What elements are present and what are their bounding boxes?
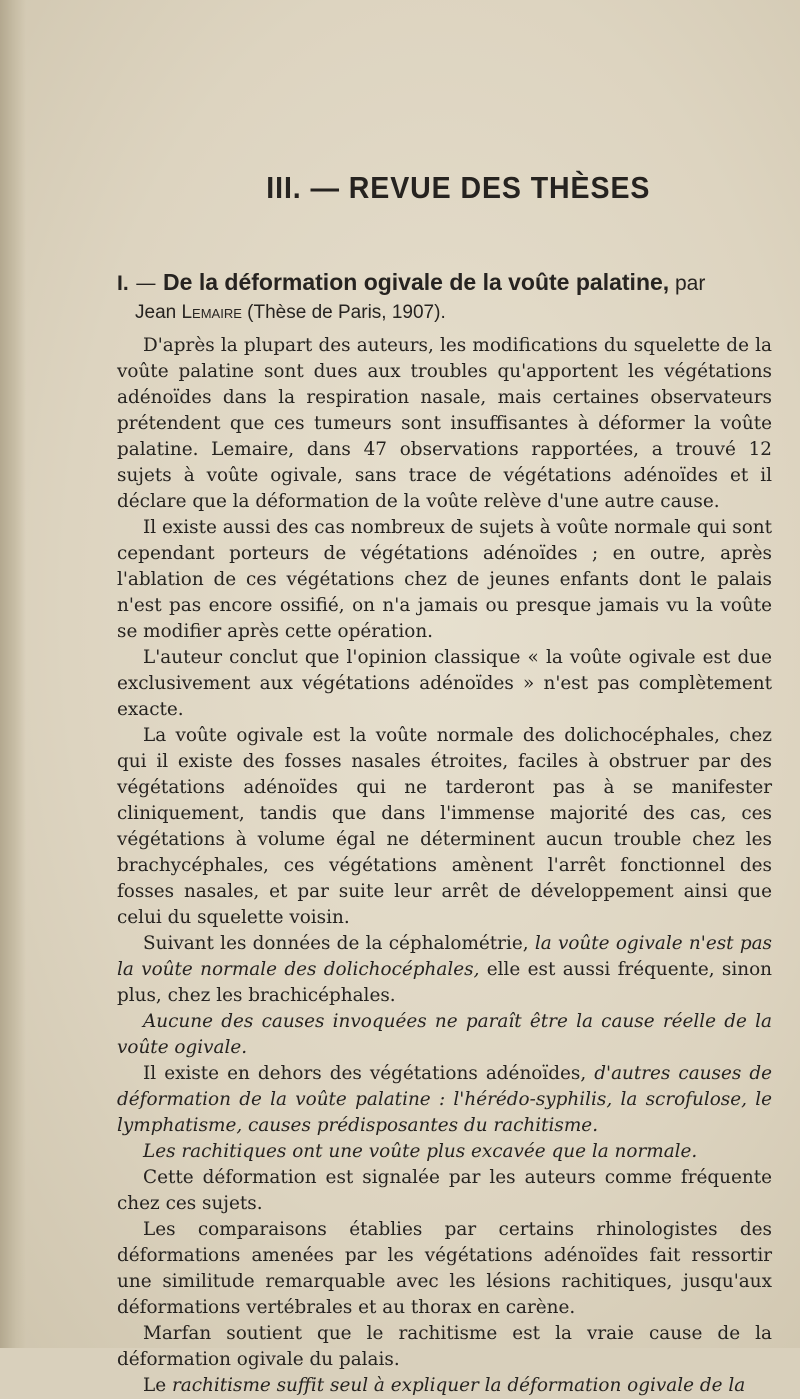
author-last-name: Lemaire bbox=[181, 302, 242, 323]
paragraph-12-start: Le bbox=[143, 1375, 172, 1396]
paragraph-5-end: elle est aussi fréquente, sinon plus, chez les brachicéphales. bbox=[117, 959, 772, 1006]
paragraph-4: La voûte ogivale est la voûte normale des dolichocéphales, chez qui il existe des fosses nasales étroites, faciles à obstruer par des végétations adénoïdes qui ne tarderont pas à se manifester cliniquement, tandis que dans l'immense majorité des cas, ces végétations à volume égal ne déterminent aucun trouble chez les brachycéphales, ces végétations amènent l'arrêt fonctionnel des fosses nasales, et par suite leur arrêt de développement ainsi que celui du squelette voisin. bbox=[117, 725, 772, 928]
paragraph-7 bbox=[117, 1061, 772, 1139]
paragraph-7-italic: d'autres causes de déformation de la voûte palatine : l'hérédo-syphilis, la scrofulose, le lymphatisme, causes prédisposantes du rachitisme. bbox=[117, 1063, 772, 1136]
paragraph-7-start: Il existe en dehors des végétations adénoïdes, bbox=[143, 1063, 595, 1084]
section-title: III. — REVUE DES THÈSES bbox=[266, 170, 651, 205]
entry-dash: — bbox=[135, 271, 164, 295]
paragraph-12-italic: rachitisme suffit seul à expliquer la déformation ogivale de la bbox=[171, 1375, 746, 1396]
paragraph-8-italic: Les rachitiques ont une voûte plus excavée que la normale. bbox=[143, 1141, 698, 1162]
paragraph-5-italic: la voûte ogivale n'est pas la voûte normale des dolichocéphales, bbox=[117, 933, 772, 980]
page-binding-shadow bbox=[0, 0, 26, 1348]
paragraph-10: Les comparaisons établies par certains rhinologistes des déformations amenées par les végétations adénoïdes fait ressortir une similitude remarquable avec les lésions rachitiques, jusqu'aux déformations vertébrales et au thorax en carène. bbox=[117, 1219, 772, 1318]
entry-number: I. bbox=[117, 272, 129, 295]
paragraph-11: Marfan soutient que le rachitisme est la vraie cause de la déformation ogivale du palais. bbox=[117, 1323, 772, 1370]
paragraph-9: Cette déformation est signalée par les auteurs comme fréquente chez ces sujets. bbox=[117, 1167, 772, 1214]
author-first-name: Jean bbox=[135, 302, 182, 323]
thesis-source: (Thèse de Paris, 1907). bbox=[241, 302, 446, 323]
paragraph-5-start: Suivant les données de la céphalométrie, bbox=[143, 933, 535, 954]
paragraph-12 bbox=[117, 1373, 772, 1399]
paragraph-6-italic: Aucune des causes invoquées ne paraît être la cause réelle de la voûte ogivale. bbox=[117, 1011, 772, 1058]
paragraph-5 bbox=[117, 931, 772, 1009]
paragraph-3: L'auteur conclut que l'opinion classique « la voûte ogivale est due exclusivement aux végétations adénoïdes » n'est pas complètement exacte. bbox=[117, 647, 772, 720]
paragraph-8 bbox=[117, 1139, 772, 1165]
entry-author-source bbox=[135, 299, 772, 327]
page-content bbox=[117, 168, 772, 1399]
entry-title: De la déformation ogivale de la voûte palatine, bbox=[163, 269, 670, 295]
paragraph-6 bbox=[117, 1009, 772, 1061]
paragraph-2: Il existe aussi des cas nombreux de sujets à voûte normale qui sont cependant porteurs de végétations adénoïdes ; en outre, après l'ablation de ces végétations chez de jeunes enfants dont le palais n'est pas encore ossifié, on n'a jamais ou presque jamais vu la voûte se modifier après cette opération. bbox=[117, 517, 772, 642]
entry-by: par bbox=[669, 272, 706, 295]
paragraph-1: D'après la plupart des auteurs, les modifications du squelette de la voûte palatine sont dues aux troubles qu'apportent les végétations adénoïdes dans la respiration nasale, mais certaines observateurs prétendent que ces tumeurs sont insuffisantes à déformer la voûte palatine. Lemaire, dans 47 observations rapportées, a trouvé 12 sujets à voûte ogivale, sans trace de végétations adénoïdes et il déclare que la déformation de la voûte relève d'une autre cause. bbox=[117, 335, 772, 512]
entry-header bbox=[117, 267, 772, 299]
